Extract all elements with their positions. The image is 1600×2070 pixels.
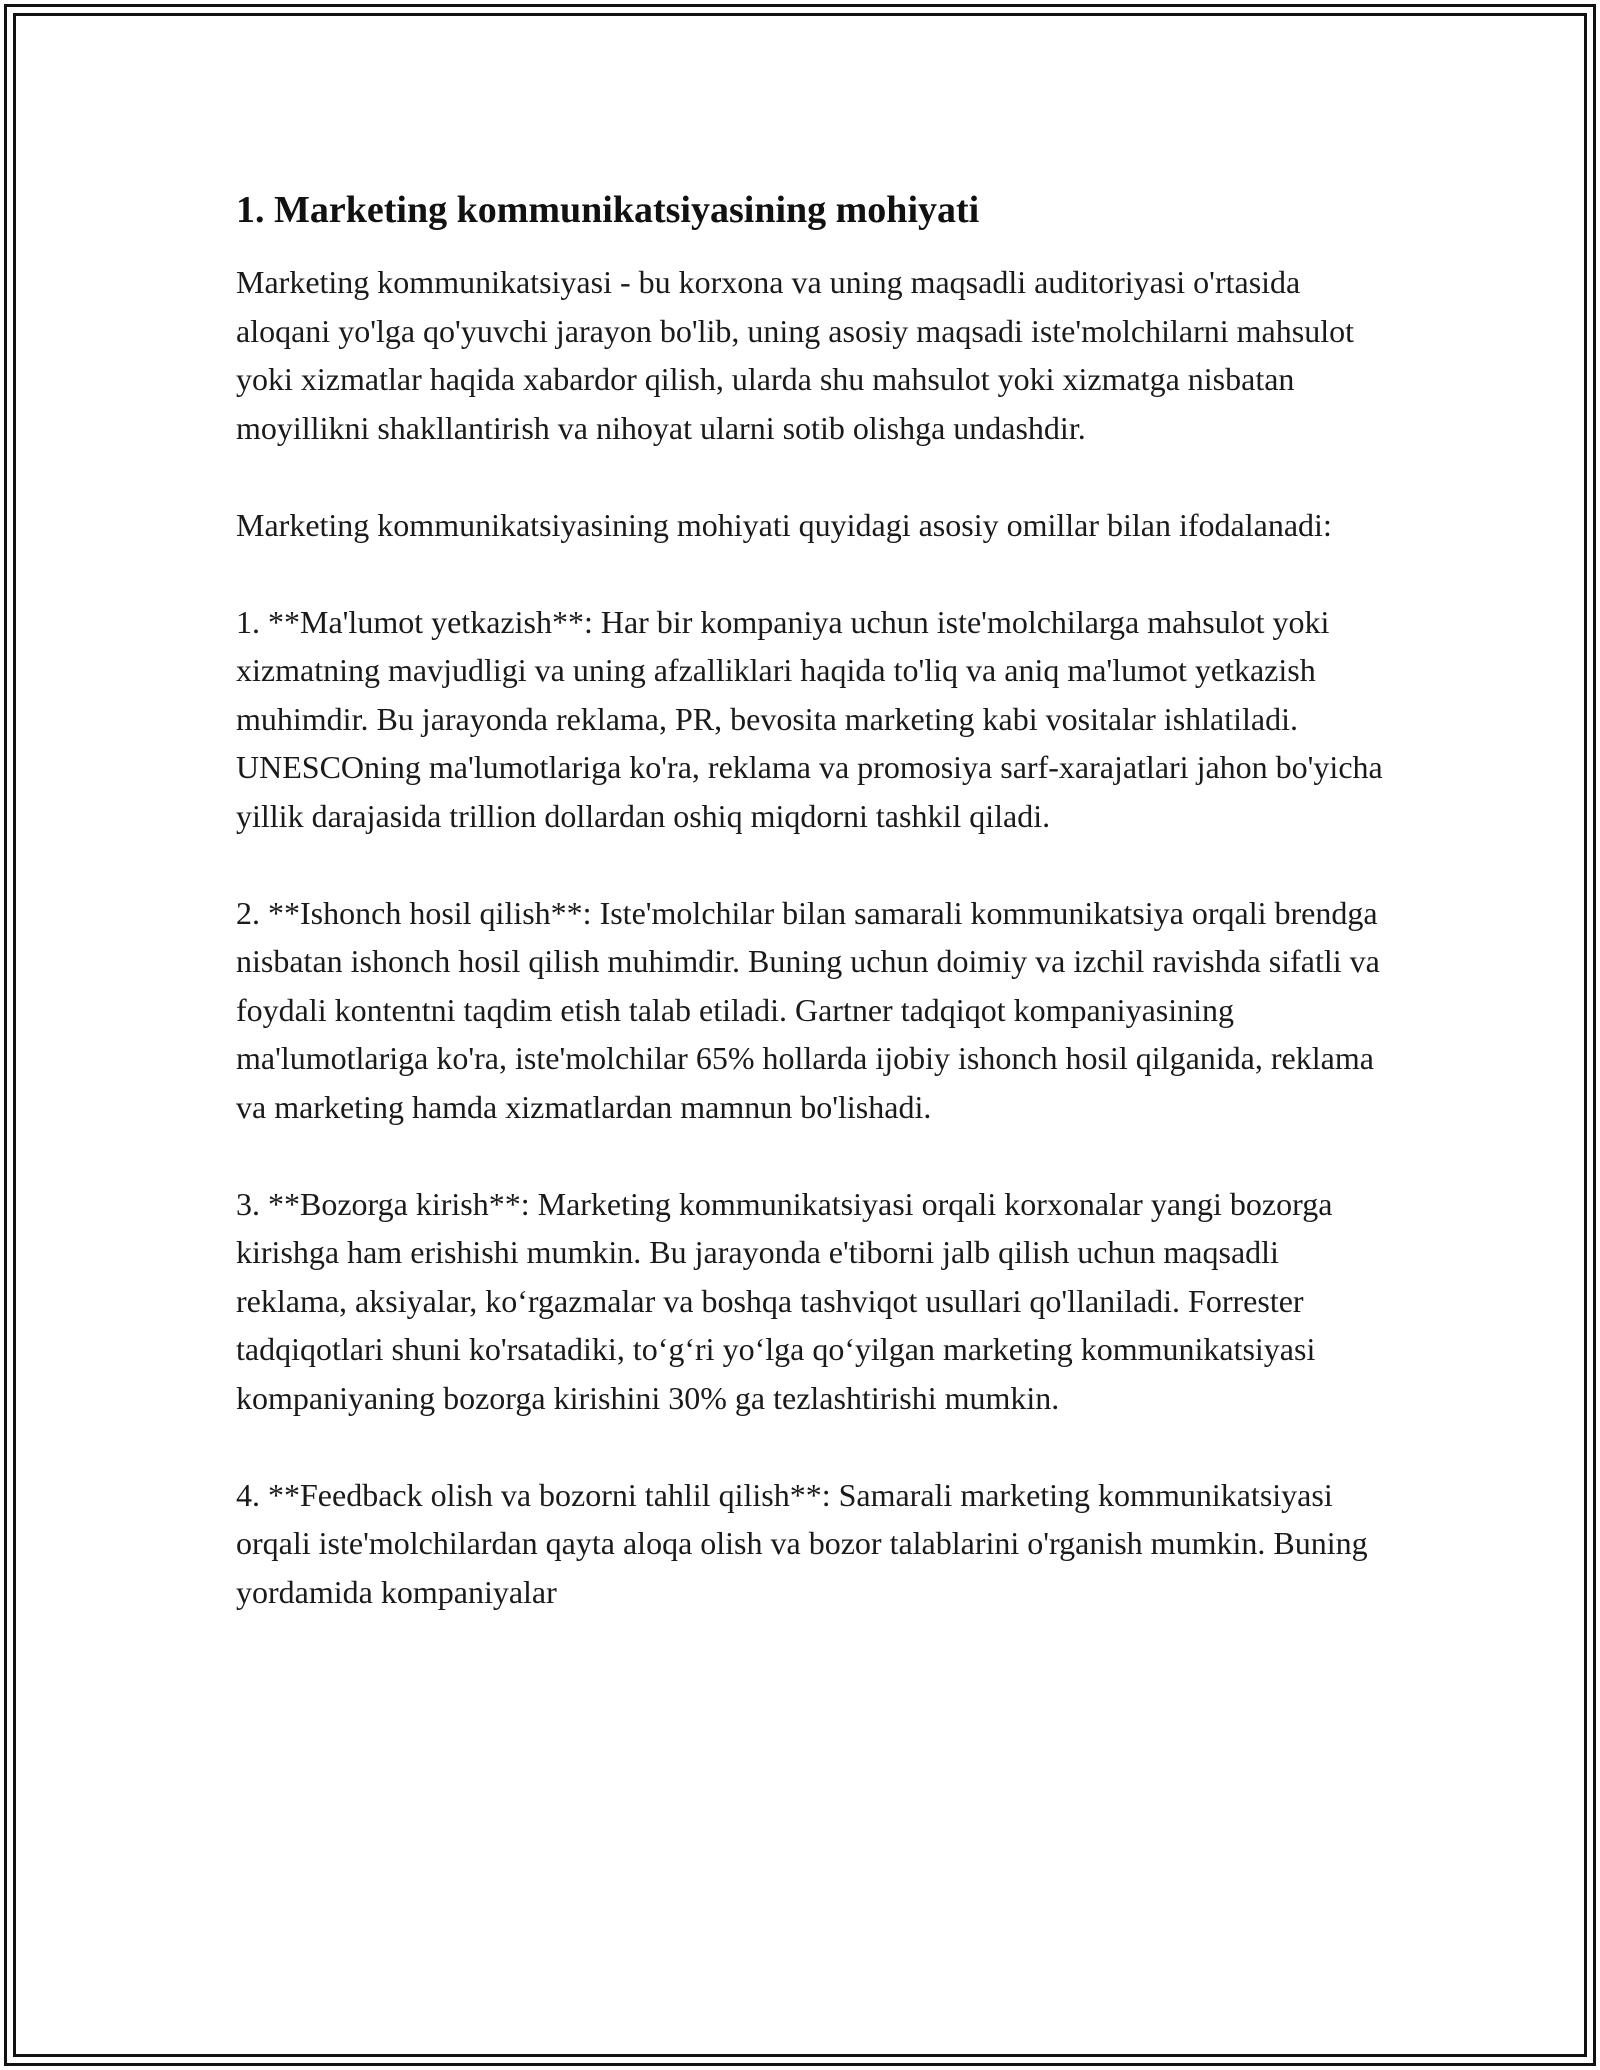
document-body	[236, 186, 1396, 1665]
factor-3-paragraph: 3. **Bozorga kirish**: Marketing kommunikatsiyasi orqali korxonalar yangi bozorga kirishga ham erishishi mumkin. Bu jarayonda e'tiborni jalb qilish uchun maqsadli reklama, aksiyalar, koʻrgazmalar va boshqa tashviqot usullari qo'llaniladi. Forrester tadqiqotlari shuni ko'rsatadiki, toʻgʻri yoʻlga qoʻyilgan marketing kommunikatsiyasi kompaniyaning bozorga kirishini 30% ga tezlashtirishi mumkin.	[236, 1185, 1333, 1416]
factor-2-paragraph: 2. **Ishonch hosil qilish**: Iste'molchilar bilan samarali kommunikatsiya orqali brendga nisbatan ishonch hosil qilish muhimdir. Buning uchun doimiy va izchil ravishda sifatli va foydali kontentni taqdim etish talab etiladi. Gartner tadqiqot kompaniyasining ma'lumotlariga ko'ra, iste'molchilar 65% hollarda ijobiy ishonch hosil qilganida, reklama va marketing hamda xizmatlardan mamnun bo'lishadi.	[236, 894, 1380, 1125]
factor-4-paragraph: 4. **Feedback olish va bozorni tahlil qilish**: Samarali marketing kommunikatsiyasi orqali iste'molchilardan qayta aloqa olish va bozor talablarini o'rganish mumkin. Buning yordamida kompaniyalar	[236, 1476, 1368, 1610]
factor-1-paragraph: 1. **Ma'lumot yetkazish**: Har bir kompaniya uchun iste'molchilarga mahsulot yoki xizmatning mavjudligi va uning afzalliklari haqida to'liq va aniq ma'lumot yetkazish muhimdir. Bu jarayonda reklama, PR, bevosita marketing kabi vositalar ishlatiladi. UNESCOning ma'lumotlariga ko'ra, reklama va promosiya sarf-xarajatlari jahon bo'yicha yillik darajasida trillion dollardan oshiq miqdorni tashkil qiladi.	[236, 603, 1383, 834]
section-title: 1. Marketing kommunikatsiyasining mohiyati	[236, 189, 980, 231]
intro-paragraph: Marketing kommunikatsiyasi - bu korxona va uning maqsadli auditoriyasi o'rtasida aloqani yo'lga qo'yuvchi jarayon bo'lib, uning asosiy maqsadi iste'molchilarni mahsulot yoki xizmatlar haqida xabardor qilish, ularda shu mahsulot yoki xizmatga nisbatan moyillikni shakllantirish va nihoyat ularni sotib olishga undashdir.	[236, 264, 1354, 446]
factors-intro-paragraph: Marketing kommunikatsiyasining mohiyati quyidagi asosiy omillar bilan ifodalanadi:	[236, 506, 1332, 543]
